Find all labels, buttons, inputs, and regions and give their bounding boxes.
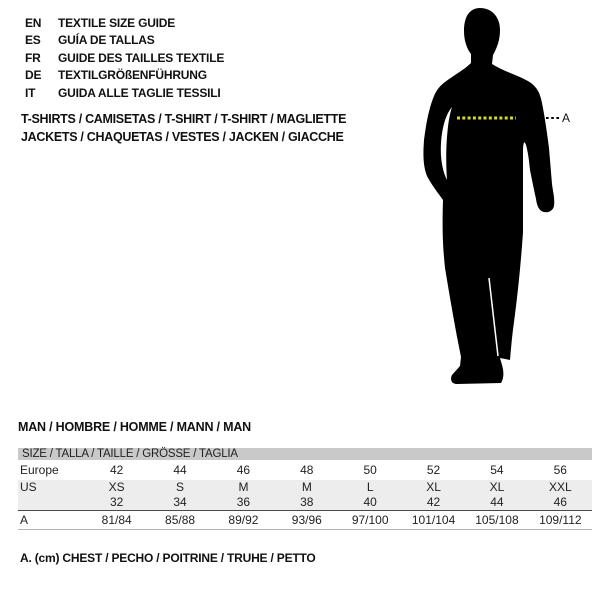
language-label: GUIDA ALLE TAGLIE TESSILI: [58, 85, 221, 100]
table-cell: 105/108: [475, 513, 519, 527]
table-header-label: SIZE / TALLA / TAILLE / GRÖSSE / TAGLIA: [22, 448, 238, 460]
row-label: Europe: [20, 463, 59, 477]
table-cell: 48: [300, 463, 314, 477]
measure-label-a: A: [562, 111, 571, 125]
language-label: TEXTILGRÖßENFÜHRUNG: [58, 68, 207, 83]
category-line-tshirts: T-SHIRTS / CAMISETAS / T-SHIRT / T-SHIRT / MAGLIETTE: [21, 112, 347, 126]
language-code: DE: [25, 68, 42, 83]
section-title-man: MAN / HOMBRE / HOMME / MANN / MAN: [18, 420, 251, 434]
man-silhouette-path: [423, 8, 554, 384]
table-cell: XL: [489, 480, 505, 494]
language-code: FR: [25, 50, 41, 65]
table-cell: 34: [173, 495, 187, 509]
size-table: [18, 448, 592, 530]
measurement-footnote: A. (cm) CHEST / PECHO / POITRINE / TRUHE / PETTO: [20, 551, 316, 565]
table-cell: 52: [426, 463, 441, 477]
man-silhouette-svg: [400, 0, 600, 400]
table-cell: 101/104: [411, 513, 456, 527]
table-cell: 32: [110, 495, 124, 509]
table-cell: 85/88: [165, 513, 196, 527]
language-label: GUIDE DES TAILLES TEXTILE: [58, 50, 225, 65]
table-header-band: [18, 448, 592, 460]
table-cell: 38: [300, 495, 314, 509]
table-cell: 97/100: [351, 513, 389, 527]
table-cell: 89/92: [228, 513, 259, 527]
table-cell: 44: [173, 463, 187, 477]
row-label: A: [20, 513, 29, 527]
table-row-europe: [18, 460, 592, 480]
language-list: [25, 15, 224, 102]
language-row: [25, 32, 224, 49]
table-row-us: [18, 480, 592, 495]
table-cell: M: [238, 480, 249, 494]
language-row: [25, 15, 224, 32]
language-code: EN: [25, 16, 42, 30]
language-code: IT: [25, 85, 36, 100]
table-cell: 81/84: [101, 513, 132, 527]
table-cell: 109/112: [539, 513, 582, 527]
language-label: GUÍA DE TALLAS: [58, 33, 155, 48]
table-cell: S: [176, 480, 185, 494]
table-cell: XXL: [548, 480, 572, 494]
language-label: TEXTILE SIZE GUIDE: [58, 16, 176, 30]
table-row-numeric: [18, 495, 592, 510]
table-cell: L: [366, 480, 374, 494]
table-cell: M: [301, 480, 312, 494]
category-lines: [21, 110, 346, 146]
row-label: US: [20, 480, 37, 494]
language-code: ES: [25, 33, 41, 48]
table-row-chest-a: [18, 510, 592, 530]
table-cell: 50: [363, 463, 377, 477]
language-row: [25, 67, 224, 84]
table-cell: 42: [426, 495, 441, 509]
table-cell: 56: [553, 463, 567, 477]
table-cell: 93/96: [291, 513, 322, 527]
category-line-jackets: JACKETS / CHAQUETAS / VESTES / JACKEN / GIACCHE: [21, 130, 344, 144]
table-cell: 46: [553, 495, 567, 509]
table-cell: 42: [110, 463, 124, 477]
table-cell: 44: [490, 495, 504, 509]
table-cell: 54: [490, 463, 504, 477]
table-cell: 40: [363, 495, 377, 509]
language-row: [25, 85, 224, 102]
table-cell: XL: [426, 480, 441, 494]
table-cell: 36: [236, 495, 251, 509]
table-cell: XS: [108, 480, 125, 494]
language-row: [25, 50, 224, 67]
man-silhouette-figure: [400, 0, 600, 400]
table-cell: 46: [236, 463, 251, 477]
